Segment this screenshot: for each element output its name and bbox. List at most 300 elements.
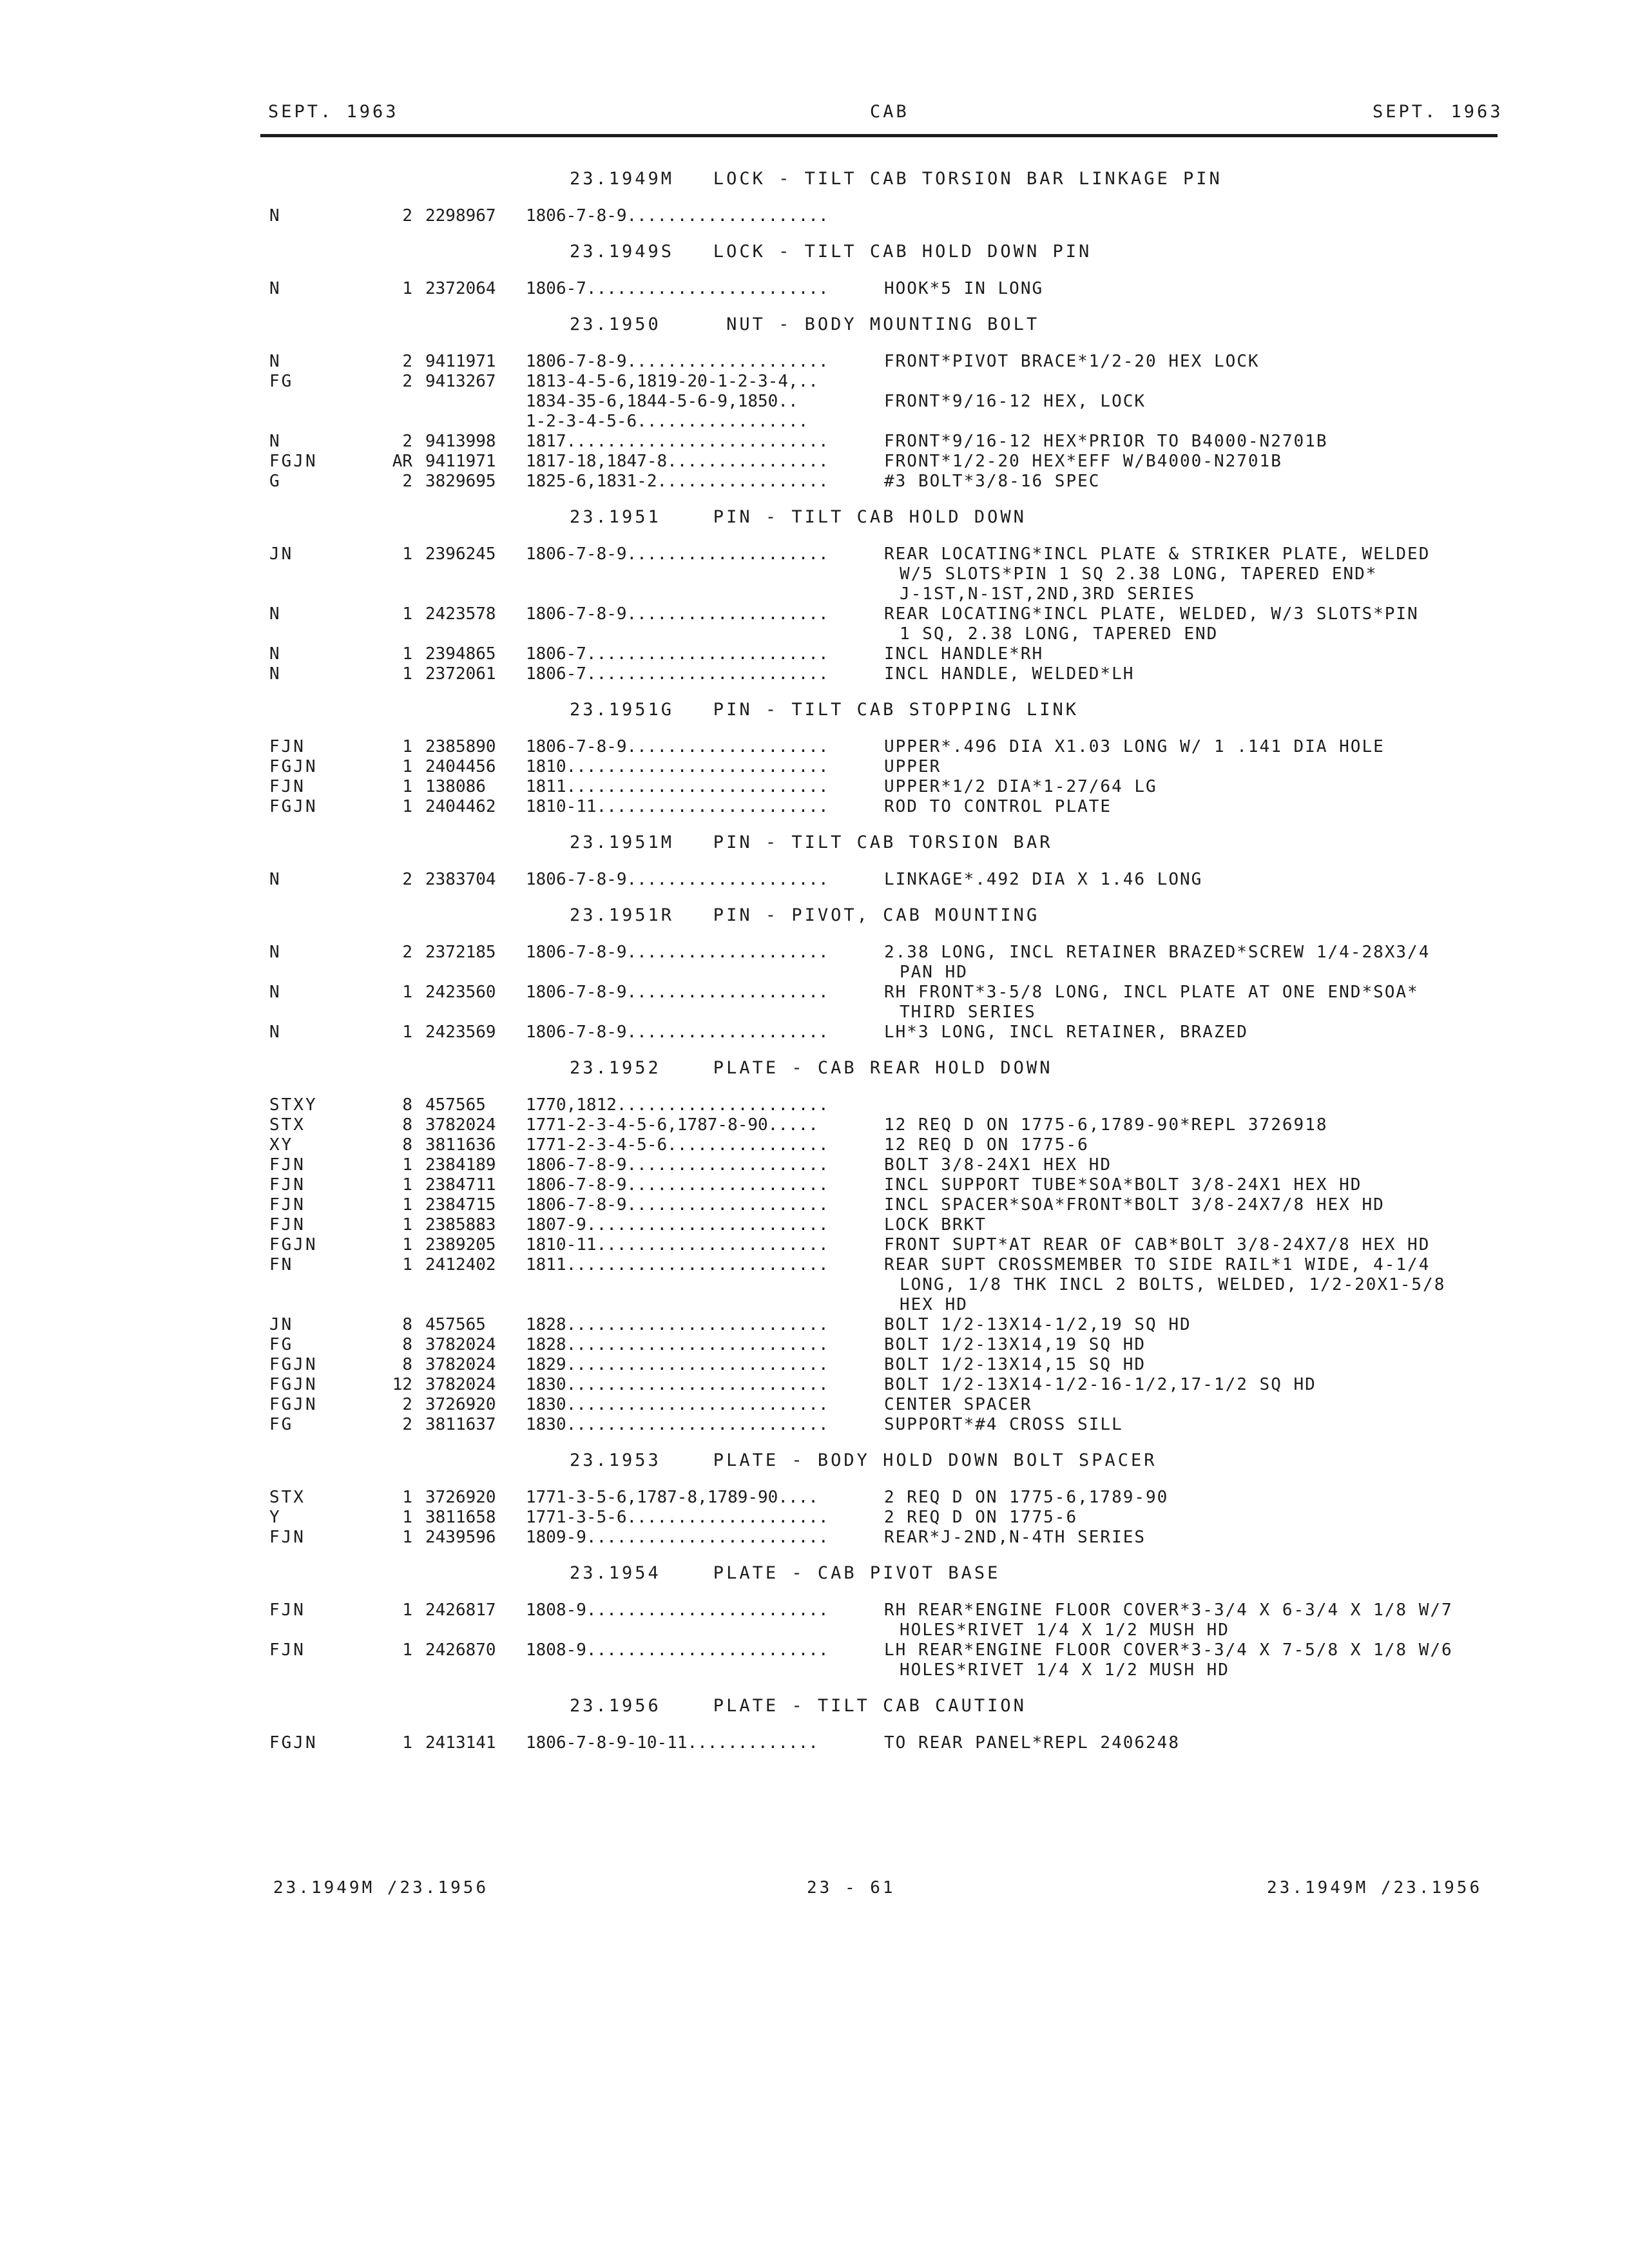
part-description: INCL SUPPORT TUBE*SOA*BOLT 3/8-24X1 HEX HD [884, 1175, 1362, 1195]
quantity: 2 [402, 472, 412, 491]
model-numbers: 1830.......................... [526, 1375, 829, 1394]
model-code: FG [269, 372, 294, 391]
model-numbers: 1806-7-8-9.................... [526, 206, 829, 226]
quantity: 8 [402, 1115, 412, 1135]
part-description: UPPER [884, 757, 941, 776]
model-code: N [269, 279, 282, 298]
part-entry [0, 1395, 1629, 1415]
entry-line [0, 544, 1629, 564]
quantity: 1 [402, 1488, 412, 1507]
quantity: 8 [402, 1095, 412, 1115]
catalog-section [0, 1692, 1629, 1753]
part-entry [0, 1375, 1629, 1395]
part-number: 2394865 [425, 644, 496, 664]
part-description: FRONT*PIVOT BRACE*1/2-20 HEX LOCK [884, 352, 1260, 371]
entry-line [0, 1155, 1629, 1175]
part-description: RH REAR*ENGINE FLOOR COVER*3-3/4 X 6-3/4 X 1/8 W/7 [884, 1600, 1453, 1620]
catalog-section [0, 901, 1629, 1043]
part-number: 2439596 [425, 1528, 496, 1547]
part-number: 3726920 [425, 1395, 496, 1414]
part-entry [0, 1095, 1629, 1115]
section-title: 23.1954 PLATE - CAB PIVOT BASE [570, 1563, 1001, 1583]
quantity: 8 [402, 1135, 412, 1155]
part-entry [0, 1115, 1629, 1135]
model-numbers: 1806-7-8-9.................... [526, 352, 829, 371]
catalog-section [0, 829, 1629, 890]
entry-line [0, 1600, 1629, 1620]
section-title: 23.1951 PIN - TILT CAB HOLD DOWN [570, 507, 1027, 527]
catalog-section [0, 1446, 1629, 1548]
part-entry [0, 1415, 1629, 1435]
quantity: 1 [402, 1235, 412, 1254]
part-description: BOLT 1/2-13X14,19 SQ HD [884, 1335, 1146, 1354]
part-number: 138086 [425, 777, 486, 796]
part-description: W/5 SLOTS*PIN 1 SQ 2.38 LONG, TAPERED END* [900, 564, 1378, 584]
entry-line [0, 584, 1629, 604]
part-description: 12 REQ D ON 1775-6 [884, 1135, 1089, 1155]
part-description: UPPER*1/2 DIA*1-27/64 LG [884, 777, 1157, 796]
model-numbers: 1817.......................... [526, 432, 829, 451]
model-code: FGJN [269, 1395, 318, 1414]
model-numbers: 1806-7........................ [526, 644, 829, 664]
model-numbers: 1808-9........................ [526, 1600, 829, 1620]
quantity: 1 [402, 1255, 412, 1274]
model-code: XY [269, 1135, 294, 1155]
model-numbers: 1806-7-8-9.................... [526, 1155, 829, 1175]
quantity: 2 [402, 206, 412, 226]
catalog-section [0, 238, 1629, 299]
model-code: STX [269, 1488, 305, 1507]
entry-line [0, 664, 1629, 684]
part-description: TO REAR PANEL*REPL 2406248 [884, 1733, 1180, 1753]
model-numbers: 1808-9........................ [526, 1640, 829, 1660]
entry-line [0, 983, 1629, 1003]
entry-line [0, 1508, 1629, 1528]
model-numbers: 1806-7-8-9-10-11............. [526, 1733, 818, 1753]
entry-line [0, 1620, 1629, 1640]
part-number: 3726920 [425, 1488, 496, 1507]
quantity: 2 [402, 1415, 412, 1434]
part-description: INCL SPACER*SOA*FRONT*BOLT 3/8-24X7/8 HEX HD [884, 1195, 1385, 1215]
entry-line [0, 472, 1629, 492]
model-numbers: 1771-2-3-4-5-6................ [526, 1135, 829, 1155]
entry-line [0, 1115, 1629, 1135]
quantity: 1 [402, 664, 412, 684]
quantity: 1 [402, 983, 412, 1002]
part-description: BOLT 1/2-13X14-1/2,19 SQ HD [884, 1315, 1191, 1334]
model-code: N [269, 983, 282, 1002]
entry-line [0, 797, 1629, 817]
quantity: 1 [402, 1175, 412, 1195]
model-code: N [269, 206, 282, 226]
part-description: #3 BOLT*3/8-16 SPEC [884, 472, 1101, 491]
catalog-section [0, 311, 1629, 492]
quantity: 1 [402, 797, 412, 816]
quantity: 1 [402, 777, 412, 796]
part-description: LONG, 1/8 THK INCL 2 BOLTS, WELDED, 1/2-20X1-5/8 [900, 1275, 1446, 1294]
catalog-section [0, 696, 1629, 817]
part-description: LINKAGE*.492 DIA X 1.46 LONG [884, 870, 1203, 889]
part-description: BOLT 1/2-13X14,15 SQ HD [884, 1355, 1146, 1374]
part-description: INCL HANDLE, WELDED*LH [884, 664, 1135, 684]
part-description: LH REAR*ENGINE FLOOR COVER*3-3/4 X 7-5/8 X 1/8 W/6 [884, 1640, 1453, 1660]
model-numbers: 1834-35-6,1844-5-6-9,1850.. [526, 392, 798, 411]
part-number: 457565 [425, 1095, 486, 1115]
entry-line [0, 1275, 1629, 1295]
model-numbers: 1-2-3-4-5-6................. [526, 412, 809, 431]
entry-line [0, 1255, 1629, 1275]
part-description: BOLT 3/8-24X1 HEX HD [884, 1155, 1112, 1175]
part-entry [0, 1255, 1629, 1315]
model-code: FJN [269, 1175, 305, 1195]
part-description: 2.38 LONG, INCL RETAINER BRAZED*SCREW 1/4-28X3/4 [884, 943, 1431, 962]
model-numbers: 1806-7-8-9.................... [526, 604, 829, 624]
model-code: N [269, 432, 282, 451]
model-code: FGJN [269, 757, 318, 776]
part-number: 2384715 [425, 1195, 496, 1215]
part-number: 2412402 [425, 1255, 496, 1274]
entry-line [0, 1528, 1629, 1548]
part-description: UPPER*.496 DIA X1.03 LONG W/ 1 .141 DIA HOLE [884, 737, 1385, 756]
model-code: JN [269, 544, 294, 564]
part-number: 9413267 [425, 372, 496, 391]
quantity: 1 [402, 1215, 412, 1235]
page-number: 23 - 61 [807, 1878, 896, 1898]
model-code: G [269, 472, 282, 491]
part-number: 2423578 [425, 604, 496, 624]
entry-line [0, 644, 1629, 664]
quantity: 1 [402, 757, 412, 776]
quantity: 1 [402, 1528, 412, 1547]
part-description: CENTER SPACER [884, 1395, 1032, 1414]
part-entry [0, 1235, 1629, 1255]
part-description: HOLES*RIVET 1/4 X 1/2 MUSH HD [900, 1660, 1229, 1680]
part-number: 9411971 [425, 452, 496, 471]
entry-list [0, 1488, 1629, 1548]
entry-list [0, 279, 1629, 299]
quantity: 2 [402, 1395, 412, 1414]
part-number: 2372185 [425, 943, 496, 962]
part-entry [0, 664, 1629, 684]
entry-line [0, 737, 1629, 757]
part-entry [0, 943, 1629, 983]
part-number: 3811637 [425, 1415, 496, 1434]
entry-list [0, 352, 1629, 492]
part-entry [0, 1195, 1629, 1215]
part-description: ROD TO CONTROL PLATE [884, 797, 1112, 816]
part-entry [0, 870, 1629, 890]
part-entry [0, 544, 1629, 604]
entry-list [0, 737, 1629, 817]
entry-line [0, 1660, 1629, 1680]
part-entry [0, 1528, 1629, 1548]
part-entry [0, 279, 1629, 299]
part-entry [0, 206, 1629, 226]
model-numbers: 1830.......................... [526, 1415, 829, 1434]
header-date-right: SEPT. 1963 [1373, 102, 1503, 122]
model-code: FGJN [269, 1355, 318, 1374]
entry-line [0, 1175, 1629, 1195]
part-number: 2426817 [425, 1600, 496, 1620]
part-number: 2298967 [425, 206, 496, 226]
part-description: REAR LOCATING*INCL PLATE, WELDED, W/3 SLOTS*PIN [884, 604, 1419, 624]
entry-line [0, 206, 1629, 226]
entry-line [0, 1215, 1629, 1235]
entry-line [0, 1488, 1629, 1508]
part-description: RH FRONT*3-5/8 LONG, INCL PLATE AT ONE END*SOA* [884, 983, 1419, 1002]
model-code: FJN [269, 1215, 305, 1235]
model-code: N [269, 604, 282, 624]
model-numbers: 1806-7-8-9.................... [526, 870, 829, 889]
quantity: 12 [392, 1375, 412, 1394]
part-entry [0, 797, 1629, 817]
entry-line [0, 1135, 1629, 1155]
model-numbers: 1806-7-8-9.................... [526, 1195, 829, 1215]
model-numbers: 1806-7-8-9.................... [526, 544, 829, 564]
part-entry [0, 1315, 1629, 1335]
model-numbers: 1817-18,1847-8................ [526, 452, 829, 471]
entry-line [0, 963, 1629, 983]
part-number: 3782024 [425, 1375, 496, 1394]
part-number: 2423560 [425, 983, 496, 1002]
quantity: 1 [402, 737, 412, 756]
model-code: N [269, 1023, 282, 1042]
entry-line [0, 1295, 1629, 1315]
part-number: 3811658 [425, 1508, 496, 1527]
model-numbers: 1771-3-5-6.................... [526, 1508, 829, 1527]
part-number: 2389205 [425, 1235, 496, 1254]
entry-line [0, 1195, 1629, 1215]
model-code: FGJN [269, 1375, 318, 1394]
model-numbers: 1810-11....................... [526, 797, 829, 816]
part-number: 3782024 [425, 1335, 496, 1354]
entry-line [0, 1395, 1629, 1415]
entry-line [0, 1640, 1629, 1660]
model-code: FJN [269, 1155, 305, 1175]
entry-line [0, 777, 1629, 797]
part-entry [0, 604, 1629, 644]
model-numbers: 1771-2-3-4-5-6,1787-8-90..... [526, 1115, 818, 1135]
entry-list [0, 1095, 1629, 1435]
model-code: STXY [269, 1095, 318, 1115]
part-number: 2404456 [425, 757, 496, 776]
model-code: FGJN [269, 452, 318, 471]
part-entry [0, 1733, 1629, 1753]
part-entry [0, 757, 1629, 777]
part-description: HEX HD [900, 1295, 968, 1314]
part-entry [0, 1488, 1629, 1508]
part-entry [0, 1335, 1629, 1355]
quantity: 1 [402, 1640, 412, 1660]
part-entry [0, 1215, 1629, 1235]
model-code: FJN [269, 1528, 305, 1547]
model-code: JN [269, 1315, 294, 1334]
part-entry [0, 352, 1629, 372]
model-code: FG [269, 1335, 294, 1354]
part-description: FRONT*9/16-12 HEX*PRIOR TO B4000-N2701B [884, 432, 1328, 451]
part-entry [0, 372, 1629, 432]
part-entry [0, 452, 1629, 472]
model-numbers: 1828.......................... [526, 1315, 829, 1334]
section-title: 23.1953 PLATE - BODY HOLD DOWN BOLT SPACER [570, 1450, 1157, 1470]
part-description: SUPPORT*#4 CROSS SILL [884, 1415, 1123, 1434]
section-title: 23.1951G PIN - TILT CAB STOPPING LINK [570, 700, 1079, 720]
model-code: N [269, 664, 282, 684]
entry-list [0, 1733, 1629, 1753]
model-code: Y [269, 1508, 282, 1527]
part-number: 9411971 [425, 352, 496, 371]
model-numbers: 1828.......................... [526, 1335, 829, 1354]
part-entry [0, 1600, 1629, 1640]
quantity: 2 [402, 870, 412, 889]
catalog-section [0, 1559, 1629, 1680]
model-numbers: 1806-7-8-9.................... [526, 737, 829, 756]
quantity: 2 [402, 352, 412, 371]
quantity: 8 [402, 1335, 412, 1354]
part-description: 12 REQ D ON 1775-6,1789-90*REPL 3726918 [884, 1115, 1328, 1135]
model-numbers: 1806-7........................ [526, 664, 829, 684]
part-description: LH*3 LONG, INCL RETAINER, BRAZED [884, 1023, 1248, 1042]
entry-line [0, 1235, 1629, 1255]
part-entry [0, 983, 1629, 1023]
part-number: 2383704 [425, 870, 496, 889]
model-code: FN [269, 1255, 294, 1274]
quantity: 1 [402, 1733, 412, 1753]
entry-line [0, 1375, 1629, 1395]
entry-list [0, 206, 1629, 226]
part-entry [0, 777, 1629, 797]
model-numbers: 1811.......................... [526, 777, 829, 796]
footer-range-right: 23.1949M /23.1956 [1267, 1878, 1483, 1898]
part-description: PAN HD [900, 963, 968, 982]
quantity: 2 [402, 372, 412, 391]
model-numbers: 1806-7-8-9.................... [526, 983, 829, 1002]
part-number: 2423569 [425, 1023, 496, 1042]
header-section-title: CAB [870, 102, 909, 122]
section-title: 23.1951R PIN - PIVOT, CAB MOUNTING [570, 905, 1040, 925]
part-number: 2372061 [425, 664, 496, 684]
part-description: 2 REQ D ON 1775-6 [884, 1508, 1078, 1527]
entry-line [0, 452, 1629, 472]
quantity: 1 [402, 604, 412, 624]
part-description: J-1ST,N-1ST,2ND,3RD SERIES [900, 584, 1195, 604]
part-number: 2413141 [425, 1733, 496, 1753]
entry-line [0, 1095, 1629, 1115]
footer-range-left: 23.1949M /23.1956 [273, 1878, 489, 1898]
part-description: LOCK BRKT [884, 1215, 987, 1235]
part-description: 1 SQ, 2.38 LONG, TAPERED END [900, 624, 1219, 644]
part-number: 2404462 [425, 797, 496, 816]
part-number: 2396245 [425, 544, 496, 564]
entry-line [0, 1355, 1629, 1375]
entry-list [0, 1600, 1629, 1680]
model-code: N [269, 870, 282, 889]
model-numbers: 1825-6,1831-2................. [526, 472, 829, 491]
model-numbers: 1771-3-5-6,1787-8,1789-90.... [526, 1488, 818, 1507]
part-entry [0, 432, 1629, 452]
section-title: 23.1949M LOCK - TILT CAB TORSION BAR LINKAGE PIN [570, 169, 1222, 189]
part-entry [0, 1023, 1629, 1043]
entry-line [0, 412, 1629, 432]
model-numbers: 1829.......................... [526, 1355, 829, 1374]
model-code: FJN [269, 737, 305, 756]
model-numbers: 1809-9........................ [526, 1528, 829, 1547]
model-code: N [269, 943, 282, 962]
part-description: REAR*J-2ND,N-4TH SERIES [884, 1528, 1146, 1547]
quantity: AR [392, 452, 412, 471]
quantity: 1 [402, 279, 412, 298]
part-number: 2384189 [425, 1155, 496, 1175]
entry-line [0, 1023, 1629, 1043]
quantity: 8 [402, 1315, 412, 1334]
part-entry [0, 1155, 1629, 1175]
entry-line [0, 1733, 1629, 1753]
part-number: 457565 [425, 1315, 486, 1334]
entry-line [0, 1003, 1629, 1023]
part-description: FRONT*1/2-20 HEX*EFF W/B4000-N2701B [884, 452, 1282, 471]
section-title: 23.1956 PLATE - TILT CAB CAUTION [570, 1696, 1027, 1716]
entry-line [0, 870, 1629, 890]
part-entry [0, 1640, 1629, 1680]
quantity: 2 [402, 943, 412, 962]
entry-line [0, 1335, 1629, 1355]
entry-line [0, 604, 1629, 624]
entry-list [0, 544, 1629, 684]
model-numbers: 1806-7........................ [526, 279, 829, 298]
model-code: FGJN [269, 797, 318, 816]
header-rule [260, 134, 1498, 137]
model-code: FJN [269, 1195, 305, 1215]
part-description: THIRD SERIES [900, 1003, 1036, 1022]
part-description: FRONT*9/16-12 HEX, LOCK [884, 392, 1146, 411]
section-title: 23.1949S LOCK - TILT CAB HOLD DOWN PIN [570, 242, 1092, 262]
model-numbers: 1810-11....................... [526, 1235, 829, 1254]
entry-line [0, 1315, 1629, 1335]
quantity: 1 [402, 1155, 412, 1175]
model-code: FG [269, 1415, 294, 1434]
part-description: 2 REQ D ON 1775-6,1789-90 [884, 1488, 1169, 1507]
header-date-left: SEPT. 1963 [268, 102, 399, 122]
entry-list [0, 870, 1629, 890]
part-entry [0, 737, 1629, 757]
section-title: 23.1952 PLATE - CAB REAR HOLD DOWN [570, 1058, 1053, 1078]
model-code: FGJN [269, 1733, 318, 1753]
quantity: 8 [402, 1355, 412, 1374]
part-entry [0, 1508, 1629, 1528]
quantity: 1 [402, 1600, 412, 1620]
part-number: 2385890 [425, 737, 496, 756]
catalog-section [0, 503, 1629, 684]
entry-line [0, 943, 1629, 963]
part-number: 2426870 [425, 1640, 496, 1660]
part-description: REAR SUPT CROSSMEMBER TO SIDE RAIL*1 WIDE, 4-1/4 [884, 1255, 1431, 1274]
model-numbers: 1811.......................... [526, 1255, 829, 1274]
model-numbers: 1830.......................... [526, 1395, 829, 1414]
part-entry [0, 1175, 1629, 1195]
section-title: 23.1950 NUT - BODY MOUNTING BOLT [570, 314, 1040, 334]
part-entry [0, 1355, 1629, 1375]
model-code: FGJN [269, 1235, 318, 1254]
part-entry [0, 472, 1629, 492]
parts-listing [0, 165, 1629, 1765]
part-description: FRONT SUPT*AT REAR OF CAB*BOLT 3/8-24X7/8 HEX HD [884, 1235, 1431, 1254]
part-description: HOOK*5 IN LONG [884, 279, 1044, 298]
part-number: 3829695 [425, 472, 496, 491]
entry-line [0, 392, 1629, 412]
part-description: BOLT 1/2-13X14-1/2-16-1/2,17-1/2 SQ HD [884, 1375, 1316, 1394]
model-numbers: 1813-4-5-6,1819-20-1-2-3-4,.. [526, 372, 818, 391]
model-numbers: 1806-7-8-9.................... [526, 1175, 829, 1195]
